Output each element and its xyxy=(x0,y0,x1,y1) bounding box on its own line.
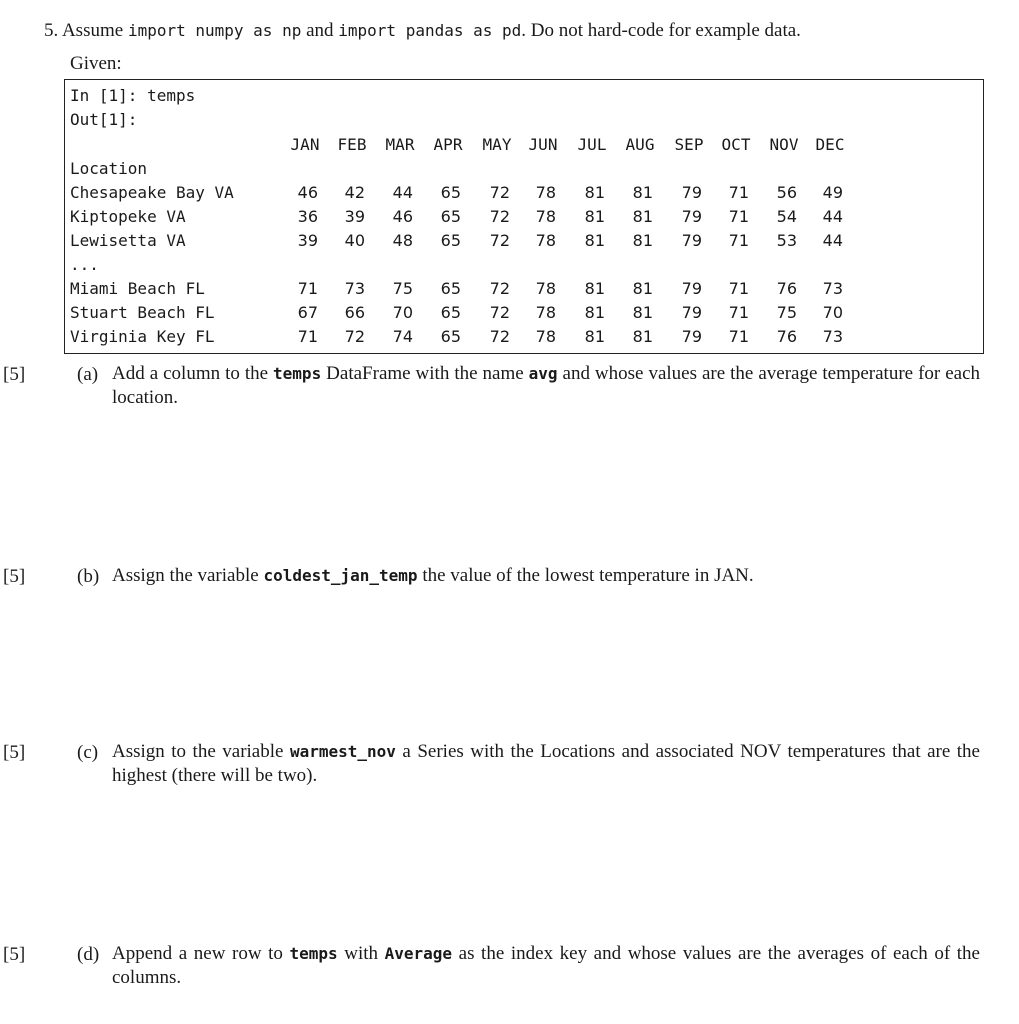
temp-cell: 81 xyxy=(632,327,653,346)
temp-cell: 72 xyxy=(489,303,510,322)
temp-cell: 74 xyxy=(392,327,413,346)
temp-cell: 65 xyxy=(440,183,461,202)
month-header-aug: AUG xyxy=(625,135,655,154)
temp-cell: 79 xyxy=(681,327,702,346)
month-header-oct: OCT xyxy=(721,135,751,154)
part-label: (d) xyxy=(77,944,100,965)
points-label: [5] xyxy=(3,566,26,587)
temp-cell: 81 xyxy=(584,183,605,202)
part-label: (c) xyxy=(77,742,99,763)
month-header-nov: NOV xyxy=(769,135,799,154)
intro-text: Assume xyxy=(61,20,124,41)
temp-cell: 81 xyxy=(632,183,653,202)
temp-cell: 81 xyxy=(584,231,605,250)
inline-code: temps xyxy=(289,944,338,963)
month-header-may: MAY xyxy=(482,135,512,154)
month-header-jan: JAN xyxy=(290,135,320,154)
temp-cell: 36 xyxy=(297,207,318,226)
temp-cell: 67 xyxy=(297,303,318,322)
temp-cell: 44 xyxy=(822,231,843,250)
temp-cell: 79 xyxy=(681,183,702,202)
temp-cell: 65 xyxy=(440,279,461,298)
month-header-jul: JUL xyxy=(577,135,607,154)
temp-cell: 65 xyxy=(440,207,461,226)
temp-cell: 56 xyxy=(776,183,797,202)
temp-cell: 81 xyxy=(584,303,605,322)
temp-cell: 71 xyxy=(728,207,749,226)
temp-cell: 81 xyxy=(584,207,605,226)
temp-cell: 78 xyxy=(535,207,556,226)
temp-cell: 81 xyxy=(632,231,653,250)
temp-cell: 70 xyxy=(392,303,413,322)
temp-cell: 72 xyxy=(489,279,510,298)
month-header-mar: MAR xyxy=(385,135,415,154)
temp-cell: 79 xyxy=(681,231,702,250)
temp-cell: 48 xyxy=(392,231,413,250)
temp-cell: 54 xyxy=(776,207,797,226)
temp-cell: 72 xyxy=(489,231,510,250)
inline-code: warmest_nov xyxy=(289,742,396,761)
points-label: [5] xyxy=(3,364,26,385)
location-label: Kiptopeke VA xyxy=(70,207,186,226)
temp-cell: 75 xyxy=(392,279,413,298)
inline-code: Average xyxy=(384,944,453,963)
temp-cell: 39 xyxy=(297,231,318,250)
temp-cell: 71 xyxy=(728,303,749,322)
intro-and: and xyxy=(306,20,334,41)
temp-cell: 42 xyxy=(344,183,365,202)
month-header-feb: FEB xyxy=(337,135,367,154)
temp-cell: 72 xyxy=(489,183,510,202)
temp-cell: 49 xyxy=(822,183,843,202)
code-import-pandas: import pandas as pd xyxy=(338,21,522,40)
temp-cell: 78 xyxy=(535,231,556,250)
temp-cell: 65 xyxy=(440,327,461,346)
temp-cell: 73 xyxy=(822,327,843,346)
part-text: Add a column to the temps DataFrame with the name avg and whose values are the average temperature for each location. xyxy=(112,363,981,408)
temp-cell: 44 xyxy=(822,207,843,226)
temp-cell: 39 xyxy=(344,207,365,226)
part-label: (a) xyxy=(77,364,99,385)
location-label: Miami Beach FL xyxy=(70,279,205,298)
location-label: Stuart Beach FL xyxy=(70,303,215,322)
month-header-apr: APR xyxy=(433,135,463,154)
inline-code: avg xyxy=(528,364,558,383)
temp-cell: 70 xyxy=(822,303,843,322)
part-text: Assign the variable coldest_jan_temp the value of the lowest temperature in JAN. xyxy=(112,565,754,586)
temp-cell: 65 xyxy=(440,303,461,322)
temp-cell: 81 xyxy=(632,303,653,322)
temp-cell: 71 xyxy=(297,327,318,346)
temp-cell: 78 xyxy=(535,183,556,202)
question-number: 5. xyxy=(44,20,59,41)
in-prompt: In [1]: temps xyxy=(70,86,196,105)
temp-cell: 65 xyxy=(440,231,461,250)
temp-cell: 75 xyxy=(776,303,797,322)
part-text: Append a new row to temps with Average as the index key and whose values are the averages of each of the columns. xyxy=(112,943,980,988)
temp-cell: 71 xyxy=(728,327,749,346)
location-label: Virginia Key FL xyxy=(70,327,215,346)
location-label: Chesapeake Bay VA xyxy=(70,183,234,202)
temp-cell: 79 xyxy=(681,303,702,322)
location-label: Lewisetta VA xyxy=(70,231,186,250)
temp-cell: 46 xyxy=(392,207,413,226)
points-label: [5] xyxy=(3,944,26,965)
month-header-dec: DEC xyxy=(815,135,845,154)
month-header-sep: SEP xyxy=(674,135,704,154)
intro-text-2: . Do not hard-code for example data. xyxy=(521,20,801,41)
temp-cell: 81 xyxy=(632,207,653,226)
temp-cell: 78 xyxy=(535,279,556,298)
temp-cell: 79 xyxy=(681,279,702,298)
temp-cell: 71 xyxy=(297,279,318,298)
part-text: Assign to the variable warmest_nov a Series with the Locations and associated NOV temperatures that are the highest (there will be two). xyxy=(112,741,980,786)
inline-code: coldest_jan_temp xyxy=(263,566,418,585)
temp-cell: 79 xyxy=(681,207,702,226)
part-label: (b) xyxy=(77,566,100,587)
temp-cell: 71 xyxy=(728,183,749,202)
temp-cell: 66 xyxy=(344,303,365,322)
temp-cell: 73 xyxy=(822,279,843,298)
temp-cell: 72 xyxy=(344,327,365,346)
temp-cell: 46 xyxy=(297,183,318,202)
temp-cell: 76 xyxy=(776,327,797,346)
ellipsis: ... xyxy=(70,255,99,274)
temp-cell: 40 xyxy=(344,231,365,250)
code-import-numpy: import numpy as np xyxy=(127,21,302,40)
index-name: Location xyxy=(70,159,148,178)
temp-cell: 81 xyxy=(584,327,605,346)
temp-cell: 72 xyxy=(489,207,510,226)
temp-cell: 72 xyxy=(489,327,510,346)
given-label: Given: xyxy=(70,53,122,74)
temp-cell: 76 xyxy=(776,279,797,298)
temp-cell: 71 xyxy=(728,279,749,298)
temp-cell: 81 xyxy=(632,279,653,298)
month-header-jun: JUN xyxy=(528,135,558,154)
temp-cell: 73 xyxy=(344,279,365,298)
temp-cell: 81 xyxy=(584,279,605,298)
temp-cell: 53 xyxy=(776,231,797,250)
temp-cell: 44 xyxy=(392,183,413,202)
inline-code: temps xyxy=(273,364,322,383)
code-output-box xyxy=(64,79,984,354)
temp-cell: 71 xyxy=(728,231,749,250)
question-header xyxy=(44,20,801,42)
out-prompt: Out[1]: xyxy=(70,110,138,129)
temp-cell: 78 xyxy=(535,303,556,322)
points-label: [5] xyxy=(3,742,26,763)
temp-cell: 78 xyxy=(535,327,556,346)
